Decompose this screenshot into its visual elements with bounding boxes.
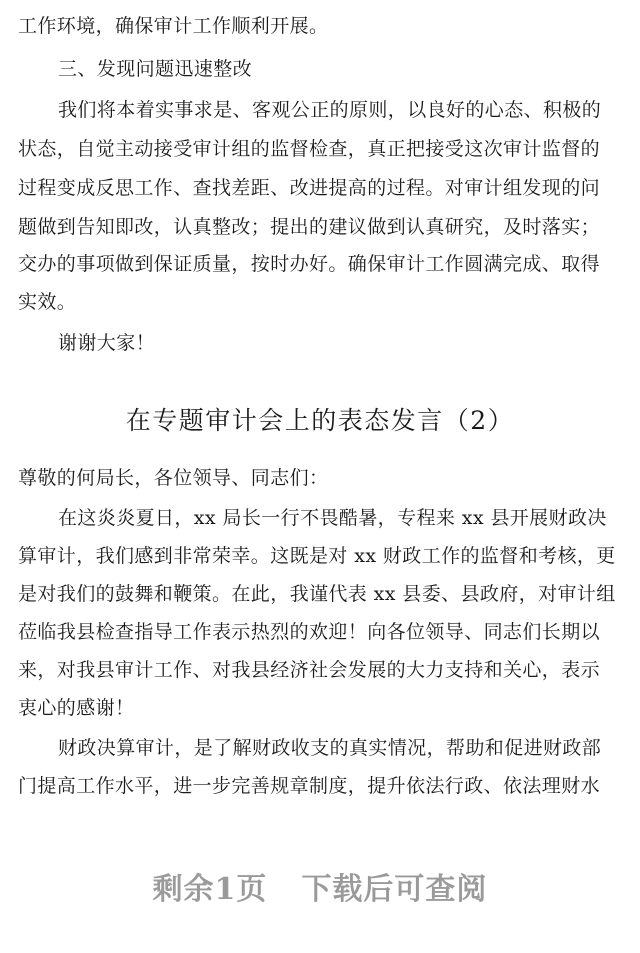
paragraph-line: 财政决算审计，是了解财政收支的真实情况，帮助和促进财政部 — [58, 737, 602, 759]
paragraph-line: 是对我们的鼓舞和鞭策。在此，我谨代表 xx 县委、县政府，对审计组 — [18, 583, 616, 605]
paragraph-line: 实效。 — [18, 291, 77, 313]
paragraph-line: 算审计，我们感到非常荣幸。这既是对 xx 财政工作的监督和考核，更 — [18, 545, 616, 567]
paragraph-line: 交办的事项做到保证质量，按时办好。确保审计工作圆满完成、取得 — [18, 253, 601, 275]
article-title: 在专题审计会上的表态发言（2） — [125, 406, 515, 435]
download-to-view-text: 下载后可查阅 — [301, 872, 488, 907]
closing-line: 谢谢大家！ — [58, 332, 156, 354]
remaining-pages-text: 剩余1页 — [152, 872, 268, 907]
paragraph-line: 莅临我县检查指导工作表示热烈的欢迎！向各位领导、同志们长期以 — [18, 621, 601, 643]
paragraph-line: 来，对我县审计工作、对我县经济社会发展的大力支持和关心，表示 — [18, 659, 601, 681]
paragraph-line: 工作环境，确保审计工作顺利开展。 — [18, 15, 329, 37]
paragraph-line: 题做到告知即改，认真整改；提出的建议做到认真研究，及时落实； — [18, 216, 601, 238]
paragraph-line: 状态，自觉主动接受审计组的监督检查，真正把接受这次审计监督的 — [18, 138, 601, 160]
paragraph-line: 衷心的感谢！ — [18, 697, 135, 719]
download-banner[interactable] — [0, 872, 640, 908]
salutation: 尊敬的何局长，各位领导、同志们： — [18, 467, 329, 489]
paragraph-line: 在这炎炎夏日，xx 局长一行不畏酷暑，专程来 xx 县开展财政决 — [58, 507, 607, 529]
paragraph-line: 过程变成反思工作、查找差距、改进提高的过程。对审计组发现的问 — [18, 177, 601, 199]
paragraph-line: 我们将本着实事求是、客观公正的原则，以良好的心态、积极的 — [58, 99, 602, 121]
paragraph-line: 门提高工作水平，进一步完善规章制度，提升依法行政、依法理财水 — [18, 775, 601, 797]
section-heading: 三、发现问题迅速整改 — [58, 58, 253, 80]
